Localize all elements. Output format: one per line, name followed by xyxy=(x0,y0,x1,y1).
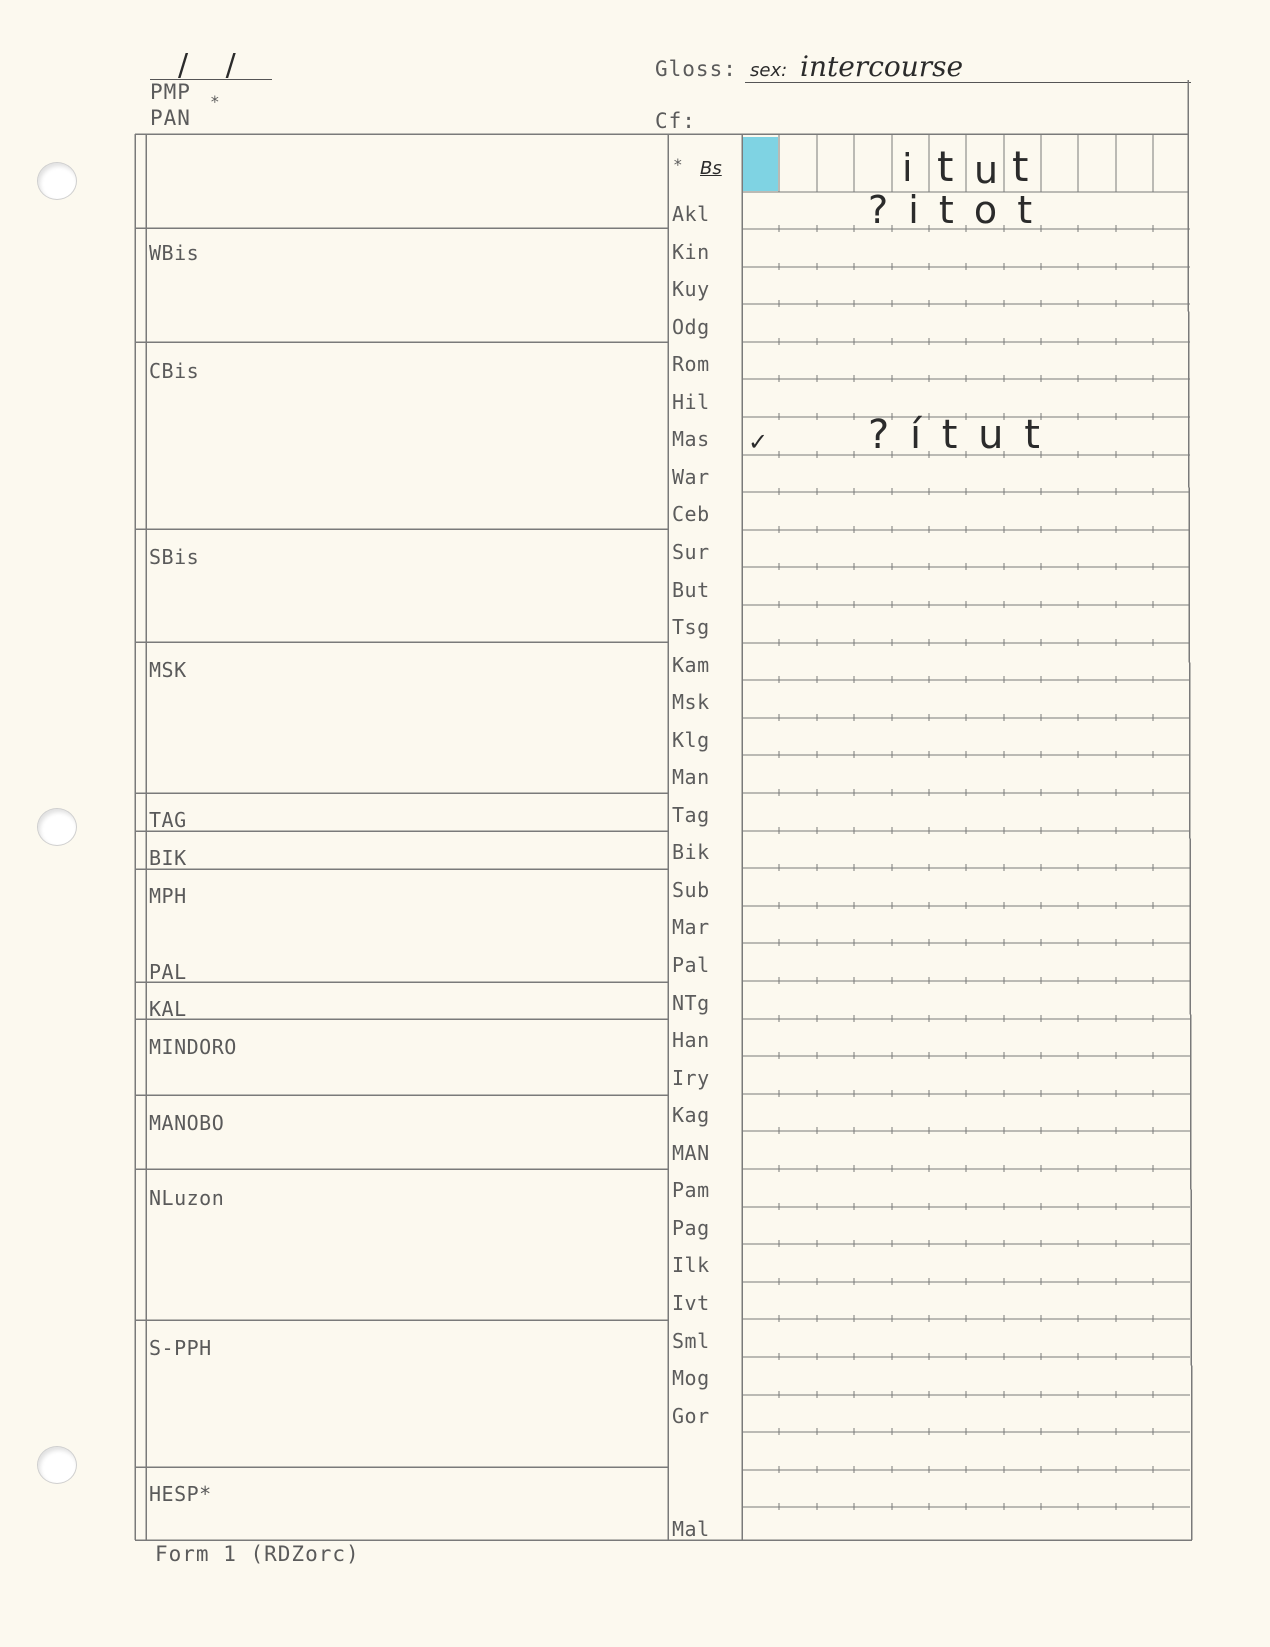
language-label: Klg xyxy=(672,728,710,752)
language-label: Mog xyxy=(672,1366,710,1390)
region-cbis: CBis xyxy=(149,359,200,383)
language-label: Ivt xyxy=(672,1291,710,1315)
region-nluzon: NLuzon xyxy=(149,1186,225,1210)
bs-letter-2: t xyxy=(937,142,954,191)
gloss-prefix: sex: xyxy=(750,60,788,81)
language-label: Ceb xyxy=(672,502,710,526)
language-label: Tsg xyxy=(672,615,710,639)
language-label: Kuy xyxy=(672,277,710,301)
language-label: War xyxy=(672,465,710,489)
language-label: NTg xyxy=(672,991,710,1015)
region-manobo: MANOBO xyxy=(149,1111,225,1135)
first-row-star: * xyxy=(673,155,684,174)
language-label: MAN xyxy=(672,1141,710,1165)
language-label: Mas xyxy=(672,427,710,451)
language-label: Kag xyxy=(672,1103,710,1127)
region-mph: MPH xyxy=(149,884,187,908)
language-label: Sub xyxy=(672,878,710,902)
highlight-cell xyxy=(743,137,778,191)
akl-entry: ? i t o t xyxy=(868,188,1037,232)
language-label: Bik xyxy=(672,840,710,864)
region-tag: TAG xyxy=(149,808,187,832)
language-label: Pam xyxy=(672,1178,710,1202)
language-label: Tag xyxy=(672,803,710,827)
bs-letter-1: i xyxy=(902,146,913,190)
mas-check: ✓ xyxy=(748,428,769,456)
pmp-label: PMP xyxy=(150,80,191,104)
pan-label: PAN xyxy=(150,106,191,130)
language-label: Sml xyxy=(672,1329,710,1353)
region-bik: BIK xyxy=(149,846,187,870)
language-label: Sur xyxy=(672,540,710,564)
region-kal: KAL xyxy=(149,997,187,1021)
language-label: Gor xyxy=(672,1404,710,1428)
language-label: Akl xyxy=(672,202,710,226)
header-slashes: / / xyxy=(178,48,250,83)
language-label: Ilk xyxy=(672,1253,710,1277)
language-label: Odg xyxy=(672,315,710,339)
language-label: Man xyxy=(672,765,710,789)
language-label: Kam xyxy=(672,653,710,677)
language-label: Hil xyxy=(672,390,710,414)
gloss-label: Gloss: xyxy=(655,57,737,81)
region-wbis: WBis xyxy=(149,241,200,265)
language-label: Pal xyxy=(672,953,710,977)
pmp-star: * xyxy=(210,92,221,111)
bs-letter-3: u xyxy=(974,148,999,192)
language-label: Rom xyxy=(672,352,710,376)
language-label: Iry xyxy=(672,1066,710,1090)
language-label: Mar xyxy=(672,915,710,939)
mas-entry: ? í t u t xyxy=(868,412,1044,458)
gloss-value: intercourse xyxy=(800,50,964,83)
first-row-label: Bs xyxy=(700,158,722,179)
language-label: Kin xyxy=(672,240,710,264)
language-label: Han xyxy=(672,1028,710,1052)
form-footer: Form 1 (RDZorc) xyxy=(155,1542,360,1566)
language-label: Mal xyxy=(672,1517,710,1541)
language-label: But xyxy=(672,578,710,602)
region-hesp: HESP* xyxy=(149,1482,212,1506)
cf-label: Cf: xyxy=(655,109,696,133)
language-label: Msk xyxy=(672,690,710,714)
language-label: Pag xyxy=(672,1216,710,1240)
region-msk: MSK xyxy=(149,658,187,682)
region-s-pph: S-PPH xyxy=(149,1336,212,1360)
region-pal: PAL xyxy=(149,960,187,984)
region-sbis: SBis xyxy=(149,545,200,569)
region-mindoro: MINDORO xyxy=(149,1035,237,1059)
bs-letter-4: t xyxy=(1012,142,1029,191)
